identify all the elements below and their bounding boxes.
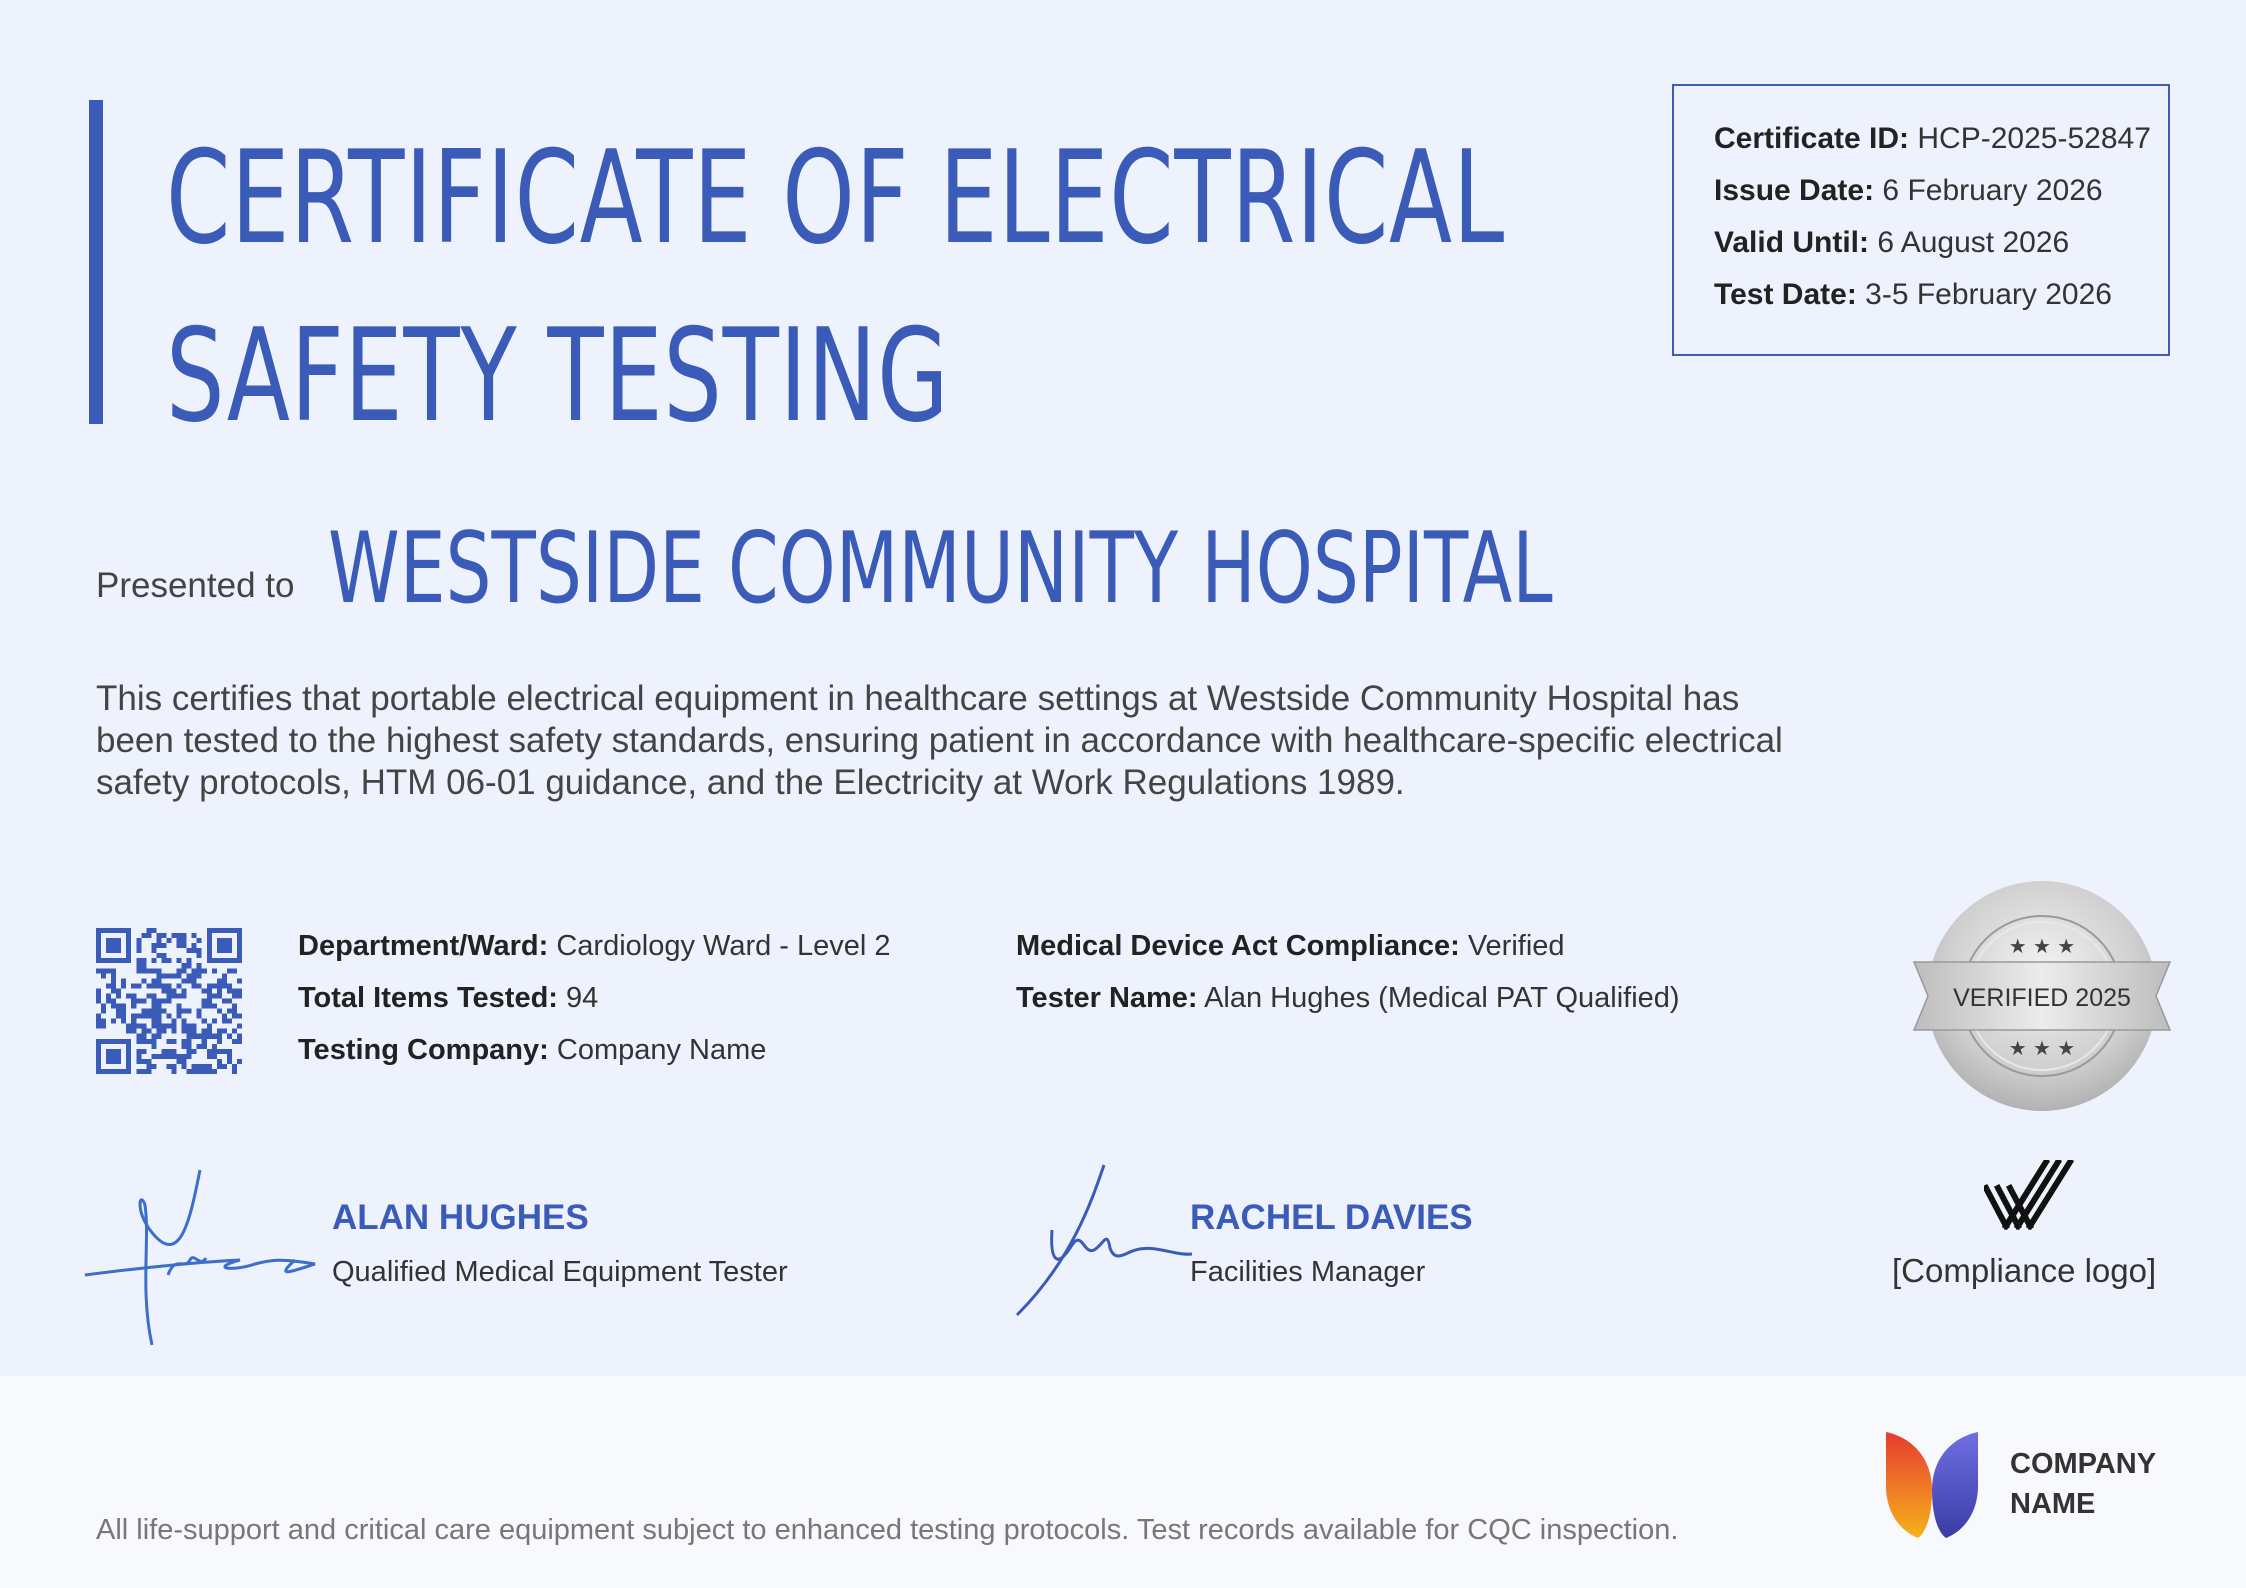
certificate-title — [166, 110, 1505, 466]
meta-label: Certificate ID: — [1714, 122, 1910, 155]
detail-value: Verified — [1467, 930, 1565, 962]
certificate-meta-box — [1672, 84, 2170, 356]
title-line-2: SAFETY TESTING — [166, 302, 950, 451]
company-name-line-1: COMPANY — [2010, 1448, 2157, 1480]
company-logo-icon — [1884, 1430, 1980, 1538]
detail-department — [298, 930, 891, 982]
svg-text:★ ★ ★: ★ ★ ★ — [2008, 934, 2076, 958]
detail-value: Company Name — [556, 1034, 767, 1066]
meta-issue-date — [1714, 174, 2168, 226]
qr-code-icon[interactable] — [96, 928, 242, 1074]
meta-value: 6 February 2026 — [1882, 174, 2103, 207]
svg-text:★ ★ ★: ★ ★ ★ — [2008, 1036, 2076, 1060]
title-accent-bar — [89, 100, 103, 424]
meta-label: Issue Date: — [1714, 174, 1875, 207]
meta-certificate-id — [1714, 122, 2168, 174]
recipient-name: WESTSIDE COMMUNITY HOSPITAL — [328, 512, 1553, 626]
certificate-description: This certifies that portable electrical equipment in healthcare settings at Westside Community Hospital has been tested to the highest safety standards, ensuring patient in accordance with healthcare-specific electrical safety protocols, HTM 06-01 guidance, and the Electricity at Work Regulations 1989. — [96, 679, 1783, 802]
detail-testing-company — [298, 1034, 891, 1086]
signature-rachel-davies-icon — [1012, 1160, 1202, 1320]
presented-to-label: Presented to — [96, 566, 295, 605]
company-name-line-2: NAME — [2010, 1488, 2096, 1520]
detail-tester-name — [1016, 982, 1680, 1034]
detail-label: Medical Device Act Compliance: — [1016, 930, 1460, 962]
meta-value: HCP-2025-52847 — [1917, 122, 2151, 155]
meta-value: 6 August 2026 — [1877, 226, 2070, 259]
detail-label: Department/Ward: — [298, 930, 549, 962]
details-left — [298, 930, 891, 1086]
meta-label: Valid Until: — [1714, 226, 1870, 259]
footer-note: All life-support and critical care equipment subject to enhanced testing protocols. Test records available for CQC inspection. — [96, 1514, 1679, 1546]
footer — [0, 1376, 2246, 1588]
signature-alan-hughes-icon — [80, 1160, 330, 1350]
signatory-1-role: Qualified Medical Equipment Tester — [332, 1256, 788, 1288]
detail-value: Cardiology Ward - Level 2 — [556, 930, 891, 962]
signatory-2-name: RACHEL DAVIES — [1190, 1198, 1473, 1237]
meta-valid-until — [1714, 226, 2168, 278]
detail-total-items — [298, 982, 891, 1034]
company-name — [2010, 1444, 2156, 1524]
verified-seal-icon — [1912, 878, 2172, 1114]
meta-value: 3-5 February 2026 — [1865, 278, 2112, 311]
detail-label: Testing Company: — [298, 1034, 549, 1066]
detail-label: Tester Name: — [1016, 982, 1198, 1014]
detail-value: Alan Hughes (Medical PAT Qualified) — [1204, 982, 1680, 1014]
meta-label: Test Date: — [1714, 278, 1857, 311]
detail-label: Total Items Tested: — [298, 982, 558, 1014]
seal-text: VERIFIED 2025 — [1953, 984, 2131, 1012]
signatory-1-name: ALAN HUGHES — [332, 1198, 589, 1237]
detail-compliance — [1016, 930, 1680, 982]
meta-test-date — [1714, 278, 2168, 330]
compliance-check-icon — [1984, 1160, 2080, 1230]
compliance-logo-placeholder: [Compliance logo] — [1892, 1252, 2157, 1289]
detail-value: 94 — [566, 982, 599, 1014]
details-right — [1016, 930, 1680, 1034]
signatory-2-role: Facilities Manager — [1190, 1256, 1426, 1288]
title-line-1: CERTIFICATE OF ELECTRICAL — [166, 124, 1505, 273]
